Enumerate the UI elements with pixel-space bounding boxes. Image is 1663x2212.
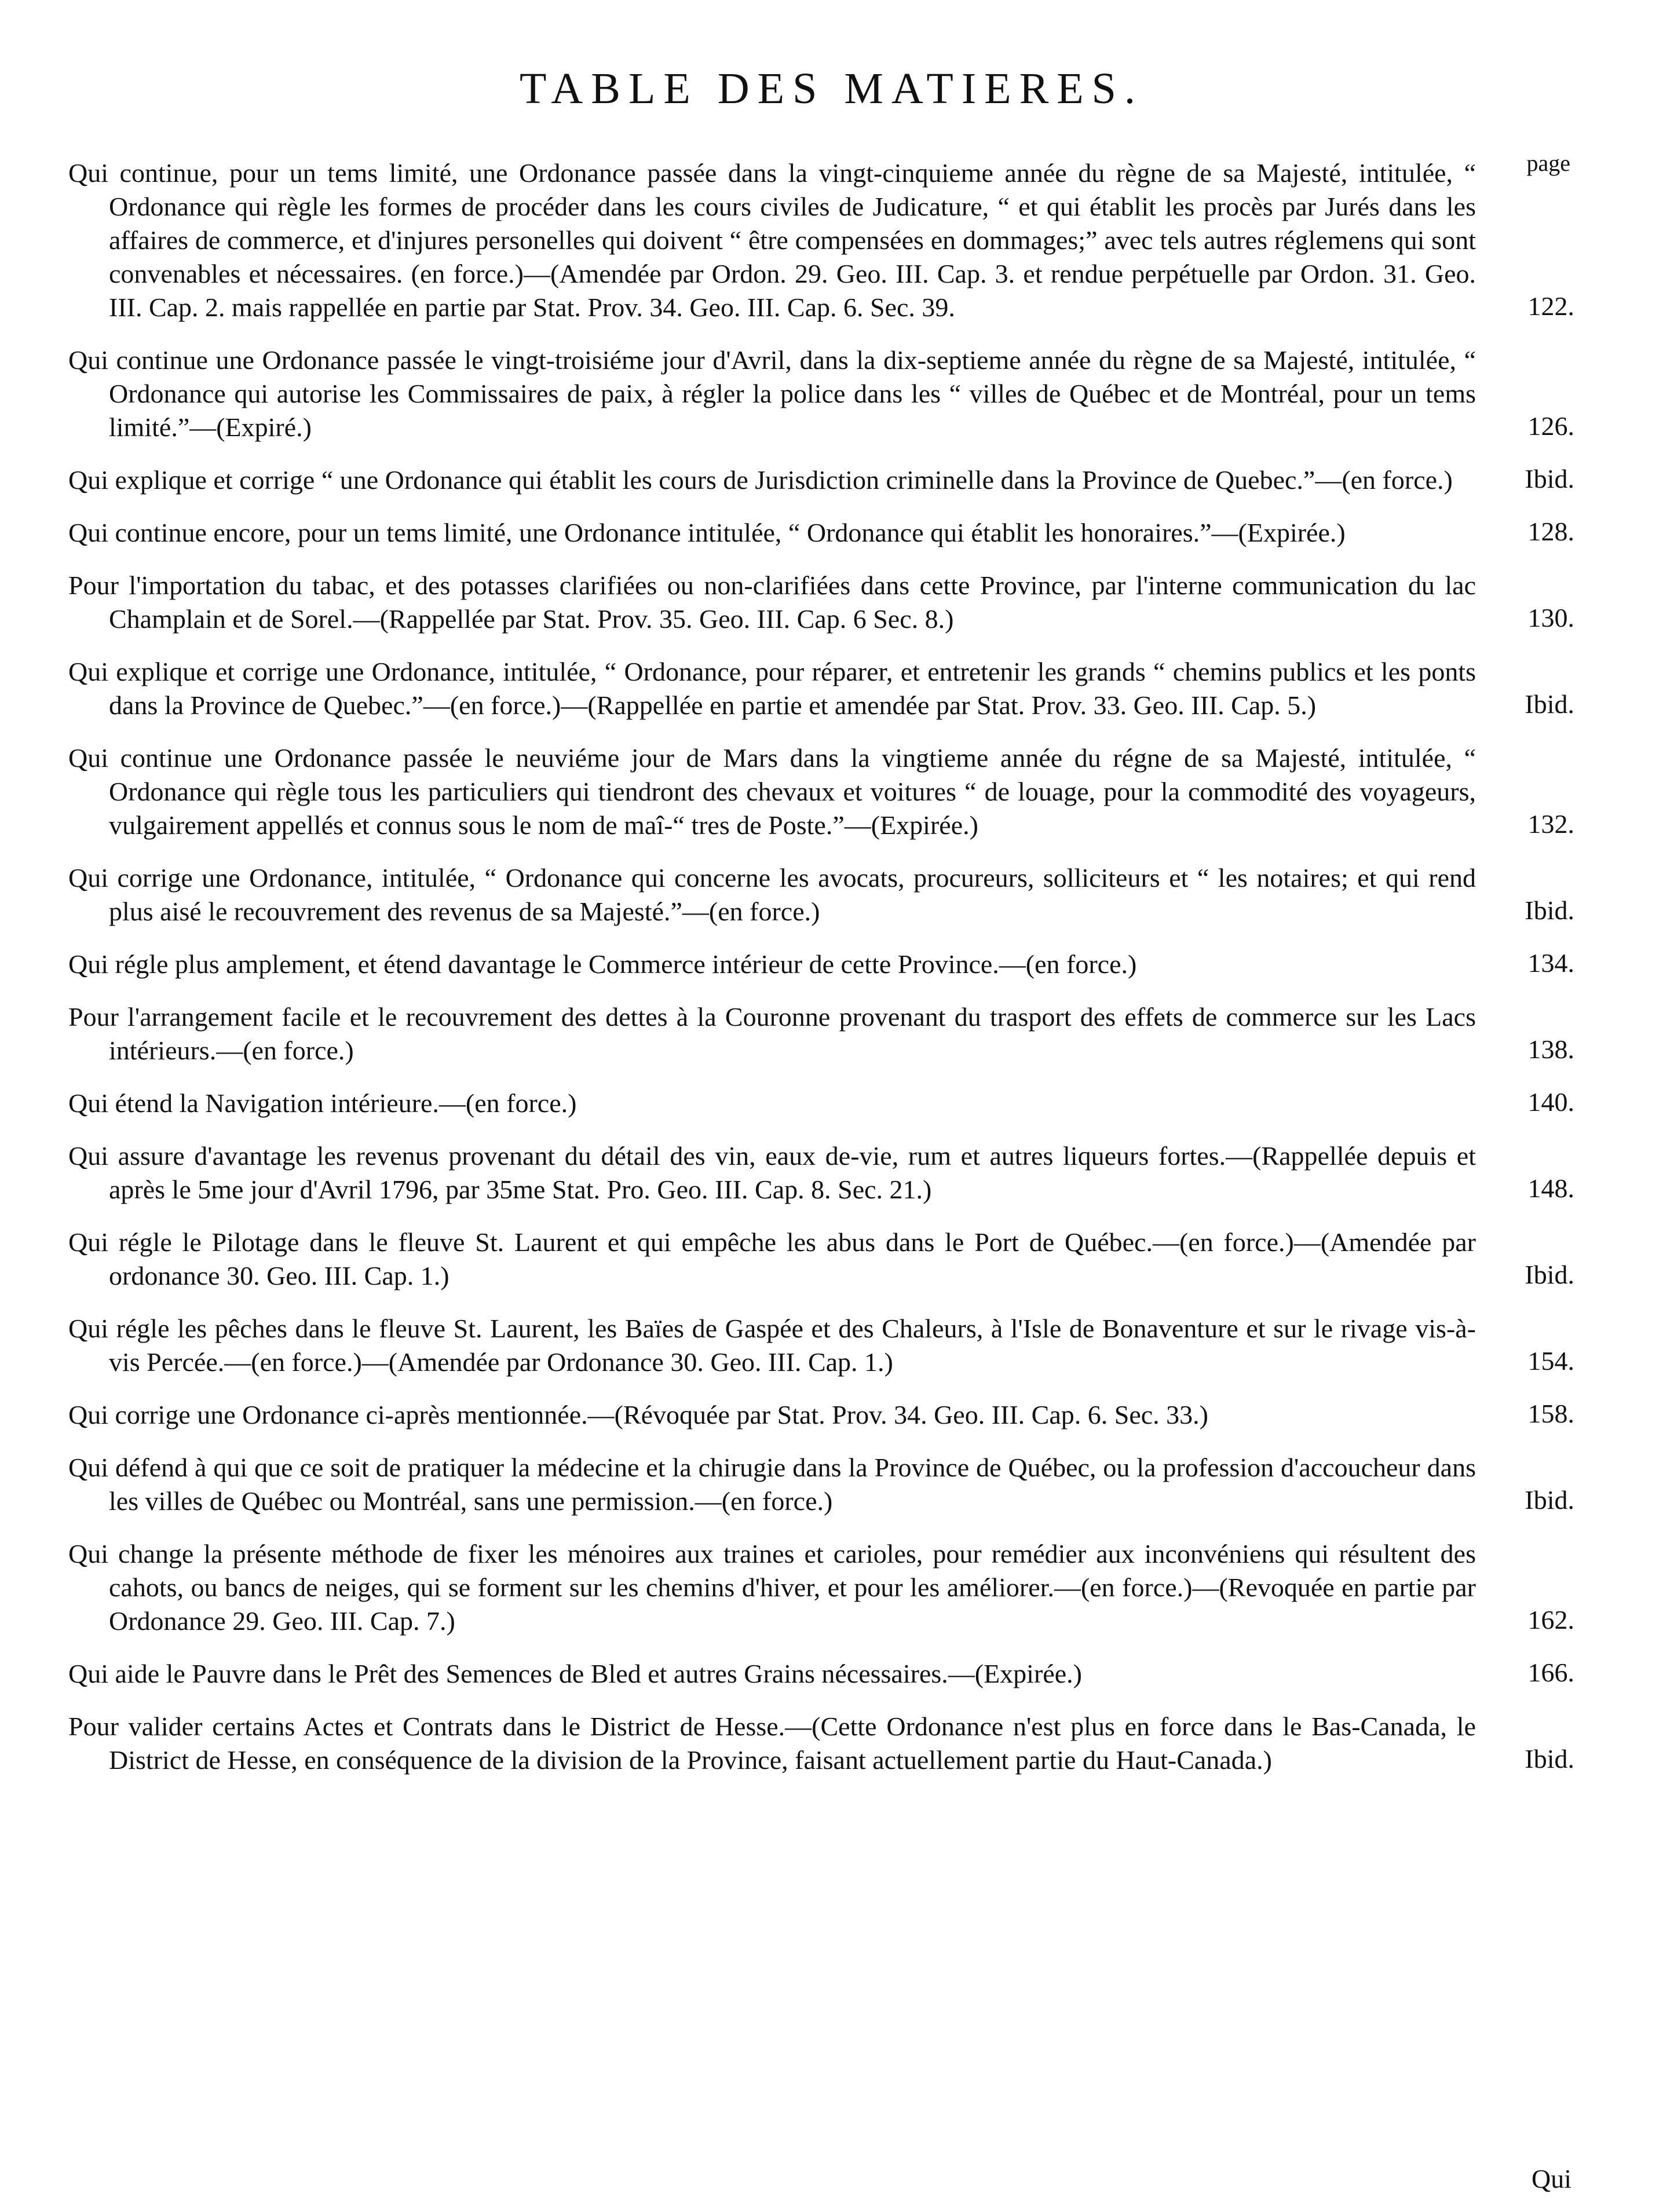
toc-entry	[68, 1537, 1574, 1638]
entry-description: Qui régle plus amplement, et étend davantage le Commerce intérieur de cette Province.—(en force.)	[68, 949, 1137, 979]
entry-description: Qui continue, pour un tems limité, une Ordonance passée dans la vingt-cinquieme année du règne de sa Majesté, intitulée, “ Ordonance qui règle les formes de procéder dans les cours civiles de Judicature, “ et qui établit les procès par Jurés dans les affaires de commerce, et d'injures personelles qui doivent “ être compensées en dommages;” avec tels autres réglemens qui sont convenables et nécessaires. (en force.)—(Amendée par Ordon. 29. Geo. III. Cap. 3. et rendue perpétuelle par Ordon. 31. Geo. III. Cap. 2. mais rappellée en partie par Stat. Prov. 34. Geo. III. Cap. 6. Sec. 39.	[68, 158, 1476, 322]
catchword: Qui	[1532, 2164, 1571, 2193]
entry-page-number: 122.	[1527, 291, 1574, 321]
entry-description: Qui change la présente méthode de fixer les ménoires aux traines et carioles, pour remédier aux inconvéniens qui résultent des cahots, ou bancs de neiges, qui se forment sur les chemins d'hiver, et pour les améliorer.—(en force.)—(Revoquée en partie par Ordonance 29. Geo. III. Cap. 7.)	[68, 1539, 1476, 1636]
entry-page-number: 148.	[1527, 1173, 1574, 1203]
toc-entry	[68, 463, 1574, 497]
toc-entry	[68, 1710, 1574, 1777]
entry-description: Qui continue encore, pour un tems limité, une Ordonance intitulée, “ Ordonance qui établit les honoraires.”—(Expirée.)	[68, 518, 1346, 547]
toc-entry	[68, 948, 1574, 981]
entry-description: Qui régle le Pilotage dans le fleuve St. Laurent et qui empêche les abus dans le Port de Québec.—(en force.)—(Amendée par ordonance 30. Geo. III. Cap. 1.)	[68, 1227, 1476, 1290]
entry-page-number: 130.	[1527, 603, 1574, 632]
toc-entry	[68, 1000, 1574, 1067]
entry-description: Qui corrige une Ordonance, intitulée, “ Ordonance qui concerne les avocats, procureurs, solliciteurs et “ les notaires; et qui rend plus aisé le recouvrement des revenus de sa Majesté.”—(en force.)	[68, 863, 1476, 926]
entry-description: Qui continue une Ordonance passée le neuviéme jour de Mars dans la vingtieme année du régne de sa Majesté, intitulée, “ Ordonance qui règle tous les particuliers qui tiendront des chevaux et voitures “ de louage, pour la commodité des voyageurs, vulgairement appellés et connus sous le nom de maî-“ tres de Poste.”—(Expirée.)	[68, 743, 1476, 840]
entry-description: Qui continue une Ordonance passée le vingt-troisiéme jour d'Avril, dans la dix-septieme année du règne de sa Majesté, intitulée, “ Ordonance qui autorise les Commissaires de paix, à régler la police dans les “ villes de Québec et de Montréal, pour un tems limité.”—(Expiré.)	[68, 345, 1476, 442]
toc-entry	[68, 1087, 1574, 1120]
entry-page-number: Ibid.	[1525, 464, 1574, 493]
toc-entry	[68, 516, 1574, 550]
toc-entry	[68, 1139, 1574, 1206]
entry-page-number: 134.	[1527, 948, 1574, 978]
toc-entry	[68, 741, 1574, 842]
entry-page-number: 162.	[1527, 1605, 1574, 1635]
entry-description: Pour l'importation du tabac, et des potasses clarifiées ou non-clarifiées dans cette Province, par l'interne communication du lac Champlain et de Sorel.—(Rappellée par Stat. Prov. 35. Geo. III. Cap. 6 Sec. 8.)	[68, 571, 1476, 634]
entry-page-number: 132.	[1527, 809, 1574, 839]
toc-entry	[68, 569, 1574, 636]
table-of-contents	[68, 156, 1574, 1796]
toc-entry	[68, 156, 1574, 324]
entry-page-number: Ibid.	[1525, 1744, 1574, 1774]
toc-entry	[68, 1312, 1574, 1379]
entry-page-number: 138.	[1527, 1034, 1574, 1064]
toc-entry	[68, 1398, 1574, 1432]
page-title: TABLE DES MATIERES.	[520, 64, 1143, 113]
entry-page-number: 126.	[1527, 411, 1574, 441]
entry-description: Qui régle les pêches dans le fleuve St. Laurent, les Baïes de Gaspée et des Chaleurs, à l'Isle de Bonaventure et sur le rivage vis-à-vis Percée.—(en force.)—(Amendée par Ordonance 30. Geo. III. Cap. 1.)	[68, 1314, 1476, 1377]
entry-page-number: 154.	[1527, 1346, 1574, 1376]
entry-page-number: 166.	[1527, 1658, 1574, 1687]
entry-description: Qui explique et corrige “ une Ordonance qui établit les cours de Jurisdiction criminelle dans la Province de Quebec.”—(en force.)	[68, 465, 1453, 495]
entry-page-number: Ibid.	[1525, 1260, 1574, 1289]
entry-page-number: 140.	[1527, 1087, 1574, 1117]
toc-entry	[68, 655, 1574, 722]
entry-page-number: 128.	[1527, 517, 1574, 546]
toc-entry	[68, 1657, 1574, 1691]
toc-entry	[68, 1226, 1574, 1293]
entry-description: Qui corrige une Ordonance ci-après mentionnée.—(Révoquée par Stat. Prov. 34. Geo. III. Cap. 6. Sec. 33.)	[68, 1400, 1209, 1429]
entry-description: Pour l'arrangement facile et le recouvrement des dettes à la Couronne provenant du trasport des effets de commerce sur les Lacs intérieurs.—(en force.)	[68, 1002, 1476, 1065]
entry-page-number: Ibid.	[1525, 1485, 1574, 1515]
entry-description: Qui défend à qui que ce soit de pratiquer la médecine et la chirugie dans la Province de Québec, ou la profession d'accoucheur dans les villes de Québec ou Montréal, sans une permission.—(en force.)	[68, 1453, 1476, 1516]
entry-description: Qui assure d'avantage les revenus provenant du détail des vin, eaux de-vie, rum et autres liqueurs fortes.—(Rappellée depuis et après le 5me jour d'Avril 1796, par 35me Stat. Pro. Geo. III. Cap. 8. Sec. 21.)	[68, 1141, 1476, 1204]
entry-page-number: Ibid.	[1525, 895, 1574, 925]
entry-description: Qui explique et corrige une Ordonance, intitulée, “ Ordonance, pour réparer, et entretenir les grands “ chemins publics et les ponts dans la Province de Quebec.”—(en force.)—(Rappellée en partie et amendée par Stat. Prov. 33. Geo. III. Cap. 5.)	[68, 657, 1476, 720]
toc-entry	[68, 343, 1574, 444]
entry-page-number: Ibid.	[1525, 689, 1574, 719]
toc-entry	[68, 1451, 1574, 1518]
entry-description: Qui aide le Pauvre dans le Prêt des Semences de Bled et autres Grains nécessaires.—(Expirée.)	[68, 1659, 1082, 1688]
toc-entry	[68, 861, 1574, 928]
page-column-label: page	[1526, 150, 1570, 176]
entry-description: Qui étend la Navigation intérieure.—(en force.)	[68, 1088, 577, 1118]
entry-description: Pour valider certains Actes et Contrats dans le District de Hesse.—(Cette Ordonance n'est plus en force dans le Bas-Canada, le District de Hesse, en conséquence de la division de la Province, faisant actuellement partie du Haut-Canada.)	[68, 1712, 1476, 1775]
entry-page-number: 158.	[1527, 1399, 1574, 1428]
